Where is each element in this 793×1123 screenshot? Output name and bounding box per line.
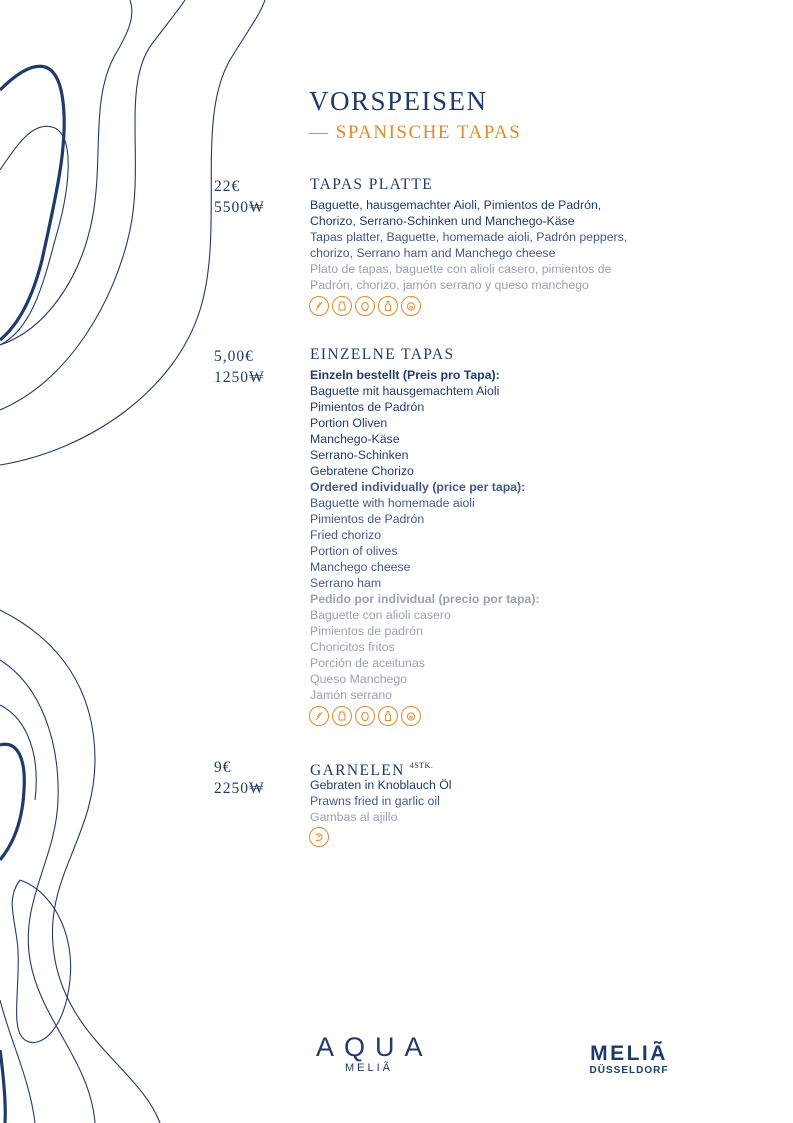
gluten-icon	[309, 296, 329, 316]
price-eur: 22€	[214, 178, 241, 195]
desc-es-line: Gambas al ajillo	[310, 810, 398, 824]
shrimp-icon	[309, 827, 329, 847]
desc-es-line: Plato de tapas, baguette con alioli casero, pimientos de	[310, 262, 612, 276]
dish-quantity-note: 4STK.	[409, 761, 434, 770]
mustard-bottle-icon	[378, 296, 398, 316]
desc-de-line: Baguette, hausgemachter Aioli, Pimientos de Padrón,	[310, 198, 602, 212]
aqua-logo-subtext: MELIÃ	[344, 1062, 393, 1074]
aqua-melia-logo	[310, 1032, 433, 1074]
aqua-logo-text: AQUA	[316, 1032, 433, 1062]
desc-en-line: Prawns fried in garlic oil	[310, 794, 440, 808]
dish-description-tapas-platte	[310, 197, 710, 293]
melia-dusseldorf-logo	[588, 1043, 670, 1077]
price-krw: 2250₩	[214, 780, 265, 797]
desc-es-line: Pimientos de padrón	[310, 624, 423, 638]
dish-name-einzelne-tapas: EINZELNE TAPAS	[310, 346, 455, 363]
page-title: VORSPEISEN	[309, 86, 488, 116]
desc-es-line: Baguette con alioli casero	[310, 608, 451, 622]
price-krw: 1250₩	[214, 369, 265, 386]
desc-de-line: Pimientos de Padrón	[310, 400, 425, 414]
desc-de-line: Portion Oliven	[310, 416, 388, 430]
egg-icon	[355, 296, 375, 316]
desc-de-line: Gebraten in Knoblauch Öl	[310, 778, 452, 792]
desc-en-line: Tapas platter, Baguette, homemade aioli, Padrón peppers,	[310, 230, 628, 244]
melia-logo-subtext: DÜSSELDORF	[589, 1065, 669, 1076]
allergen-icons-garnelen	[309, 827, 329, 847]
desc-en-line: Manchego cheese	[310, 560, 411, 574]
desc-de-line: Chorizo, Serrano-Schinken und Manchego-Käse	[310, 214, 575, 228]
desc-de-line: Gebratene Chorizo	[310, 464, 414, 478]
desc-es-line: Choricitos fritos	[310, 640, 395, 654]
desc-en-heading: Ordered individually (price per tapa):	[310, 480, 526, 494]
desc-es-line: Padrón, chorizo, jamón serrano y queso manchego	[310, 278, 589, 292]
desc-en-line: Pimientos de Padrón	[310, 512, 425, 526]
egg-icon	[355, 706, 375, 726]
desc-en-line: chorizo, Serrano ham and Manchego cheese	[310, 246, 556, 260]
desc-es-line: Jamón serrano	[310, 688, 393, 702]
dish-description-einzelne-tapas	[310, 367, 710, 703]
allergen-icons-tapas-platte	[309, 296, 421, 316]
allergen-icons-einzelne-tapas	[309, 706, 421, 726]
desc-es-heading: Pedido por individual (precio por tapa):	[310, 592, 540, 606]
price-eur: 5,00€	[214, 348, 254, 365]
page-subtitle: — SPANISCHE TAPAS	[309, 122, 522, 143]
desc-en-line: Fried chorizo	[310, 528, 382, 542]
price-block-einzelne-tapas	[214, 346, 304, 388]
melia-logo-text: MELIÃ	[590, 1042, 668, 1065]
desc-de-line: Serrano-Schinken	[310, 448, 409, 462]
desc-de-line: Manchego-Käse	[310, 432, 400, 446]
desc-en-line: Baguette with homemade aioli	[310, 496, 475, 510]
price-block-tapas-platte	[214, 176, 304, 218]
desc-en-line: Portion of olives	[310, 544, 398, 558]
milk-jar-icon	[332, 296, 352, 316]
dish-name-tapas-platte: TAPAS PLATTE	[310, 176, 434, 193]
price-eur: 9€	[214, 759, 232, 776]
price-block-garnelen	[214, 757, 304, 799]
milk-jar-icon	[332, 706, 352, 726]
price-krw: 5500₩	[214, 199, 265, 216]
desc-es-line: Queso Manchego	[310, 672, 408, 686]
dish-description-garnelen	[310, 777, 710, 825]
desc-es-line: Porción de aceitunas	[310, 656, 425, 670]
desc-en-line: Serrano ham	[310, 576, 382, 590]
mustard-bottle-icon	[378, 706, 398, 726]
desc-de-heading: Einzeln bestellt (Preis pro Tapa):	[310, 368, 500, 382]
gluten-icon	[309, 706, 329, 726]
desc-de-line: Baguette mit hausgemachtem Aioli	[310, 384, 500, 398]
dish-name-text: GARNELEN	[310, 762, 405, 779]
pork-icon	[401, 296, 421, 316]
pork-icon	[401, 706, 421, 726]
